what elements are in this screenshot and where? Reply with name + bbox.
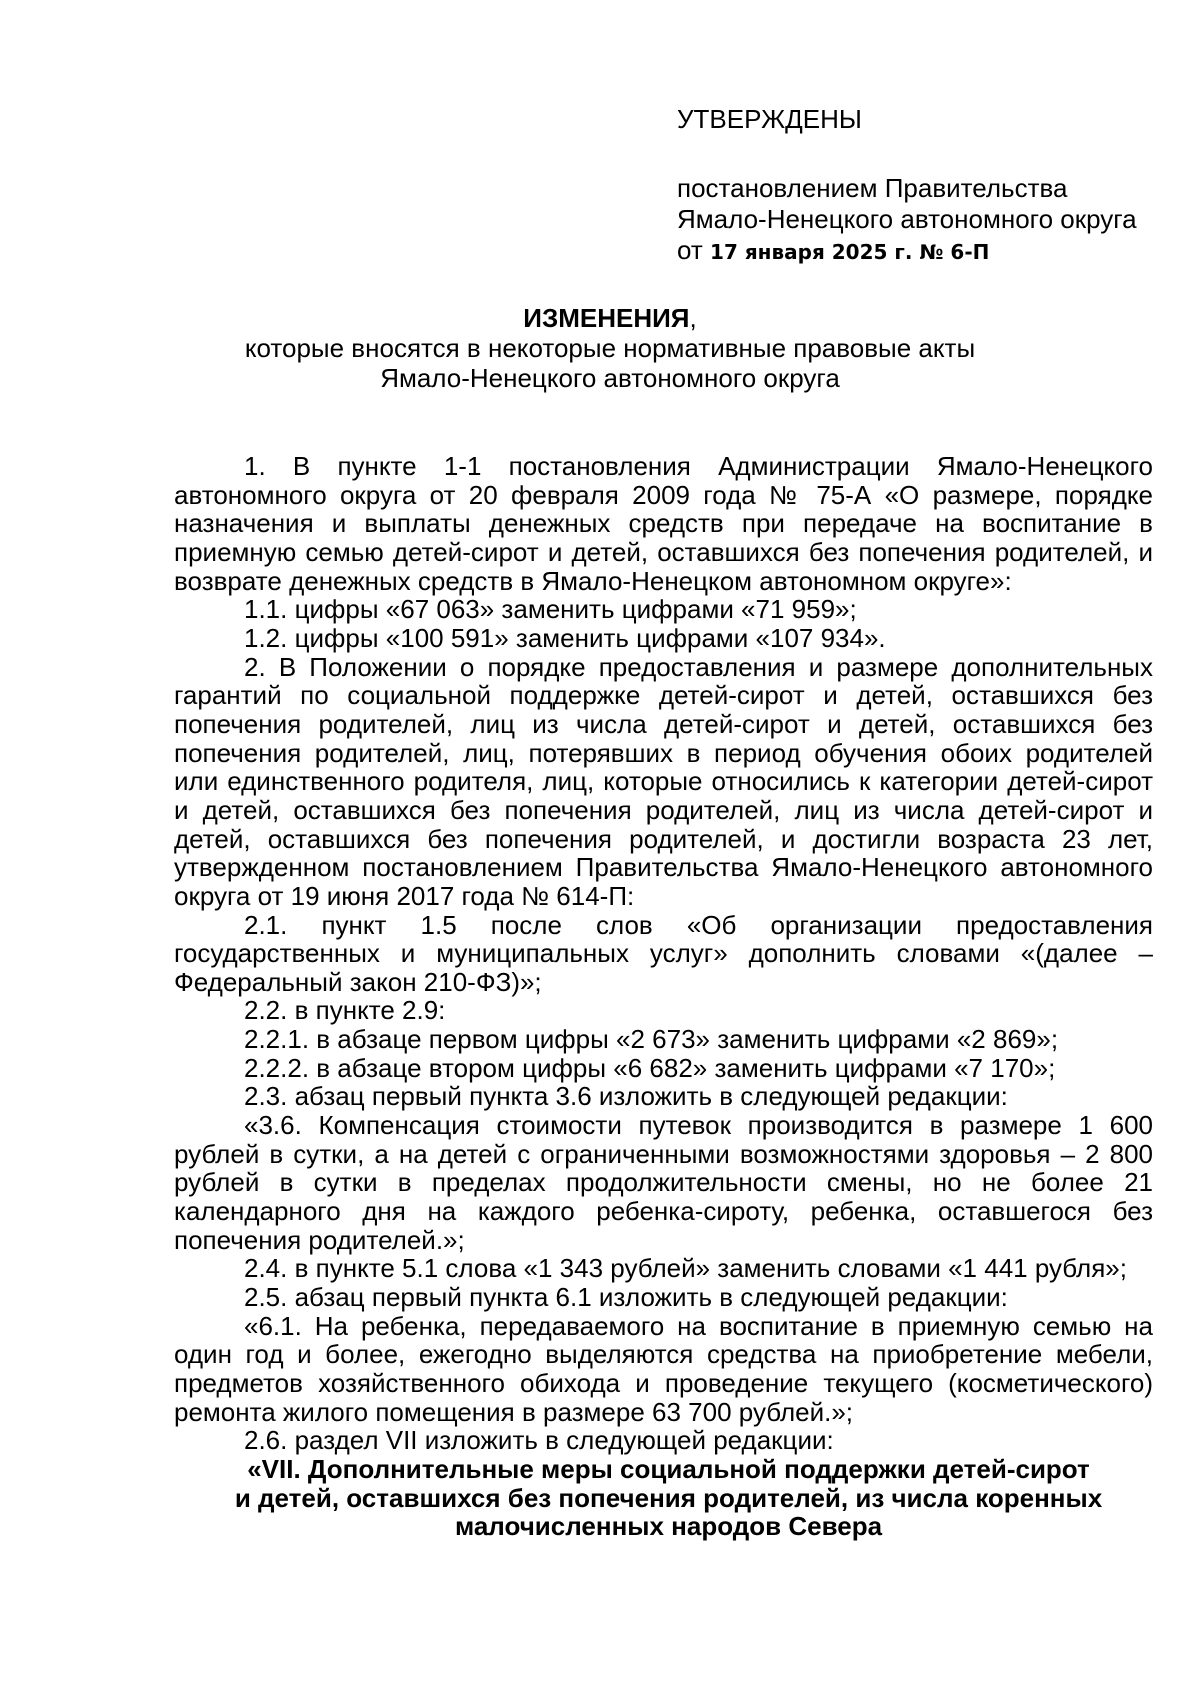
paragraph: 2.2. в пункте 2.9:: [244, 995, 446, 1026]
document-title: [150, 303, 1070, 393]
paragraph: 1.1. цифры «67 063» заменить цифрами «71 959»;: [244, 594, 857, 625]
approval-block: [677, 104, 1177, 268]
paragraph: 2.1. пункт 1.5 после слов «Об организации предоставления государственных и муниципальных услуг» дополнить словами «(далее – Федеральный закон 210-ФЗ)»;: [174, 909, 1153, 997]
section-heading-line-1: VII. Дополнительные меры социальной поддержки детей-сирот: [261, 1453, 1090, 1484]
paragraph: 1. В пункте 1-1 постановления Администрации Ямало-Ненецкого автономного округа от 20 февраля 2009 года № 75-А «О размере, порядке назначения и выплаты денежных средств при передаче на воспитание в приемную семью детей-сирот и детей, оставшихся без попечения родителей, и возврате денежных средств в Ямало-Ненецком автономном округе»:: [174, 451, 1153, 596]
section-heading-quote: «: [247, 1453, 262, 1484]
document-body: [174, 452, 1153, 1541]
paragraph: 2.4. в пункте 5.1 слова «1 343 рублей» заменить словами «1 441 рубля»;: [244, 1253, 1127, 1284]
title-line-2: Ямало-Ненецкого автономного округа: [380, 363, 840, 393]
paragraph: 2.2.1. в абзаце первом цифры «2 673» заменить цифрами «2 869»;: [244, 1024, 1059, 1055]
paragraph: 1.2. цифры «100 591» заменить цифрами «107 934».: [244, 622, 886, 653]
section-heading-line-3: малочисленных народов Севера: [454, 1511, 883, 1542]
approval-line-2: Ямало-Ненецкого автономного округа: [677, 204, 1137, 234]
paragraph: 2. В Положении о порядке предоставления и размере дополнительных гарантий по социальной поддержке детей-сирот и детей, оставшихся без попечения родителей, лиц из числа детей-сирот и детей, оставшихся без попечения родителей, лиц, потерявших в период обучения обоих родителей или единственного родителя, лиц, которые относились к категории детей-сирот и детей, оставшихся без попечения родителей, лиц из числа детей-сирот и детей, оставшихся без попечения родителей, и достигли возраста 23 лет, утвержденном постановлением Правительства Ямало-Ненецкого автономного округа от 19 июня 2017 года № 614-П:: [174, 651, 1153, 911]
from-word: от: [677, 235, 703, 265]
title-main: ИЗМЕНЕНИЯ: [523, 303, 690, 333]
decree-date: 17 января 2025 г. № 6-П: [710, 240, 990, 264]
paragraph: «3.6. Компенсация стоимости путевок производится в размере 1 600 рублей в сутки, а на детей с ограниченными возможностями здоровья – 2 800 рублей в сутки в пределах продолжительности смены, но не более 21 календарного дня на каждого ребенка-сироту, ребенка, оставшегося без попечения родителей.»;: [174, 1110, 1153, 1255]
paragraph: 2.6. раздел VII изложить в следующей редакции:: [244, 1425, 834, 1456]
section-heading: [174, 1455, 1153, 1541]
approval-date-line: [677, 235, 1177, 268]
paragraph: 2.3. абзац первый пункта 3.6 изложить в следующей редакции:: [244, 1081, 1008, 1112]
approved-label: УТВЕРЖДЕНЫ: [677, 104, 862, 134]
title-line-1: которые вносятся в некоторые нормативные правовые акты: [244, 333, 976, 363]
paragraph: 2.5. абзац первый пункта 6.1 изложить в следующей редакции:: [244, 1282, 1008, 1313]
paragraph: «6.1. На ребенка, передаваемого на воспитание в приемную семью на один год и более, ежегодно выделяются средства на приобретение мебели, предметов хозяйственного обихода и проведение текущего (косметического) ремонта жилого помещения в размере 63 700 рублей.»;: [174, 1310, 1153, 1427]
section-heading-line-2: и детей, оставшихся без попечения родителей, из числа коренных: [234, 1482, 1103, 1513]
approval-line-1: постановлением Правительства: [677, 173, 1068, 203]
paragraph: 2.2.2. в абзаце втором цифры «6 682» заменить цифрами «7 170»;: [244, 1052, 1056, 1083]
title-main-suffix: ,: [689, 303, 697, 333]
